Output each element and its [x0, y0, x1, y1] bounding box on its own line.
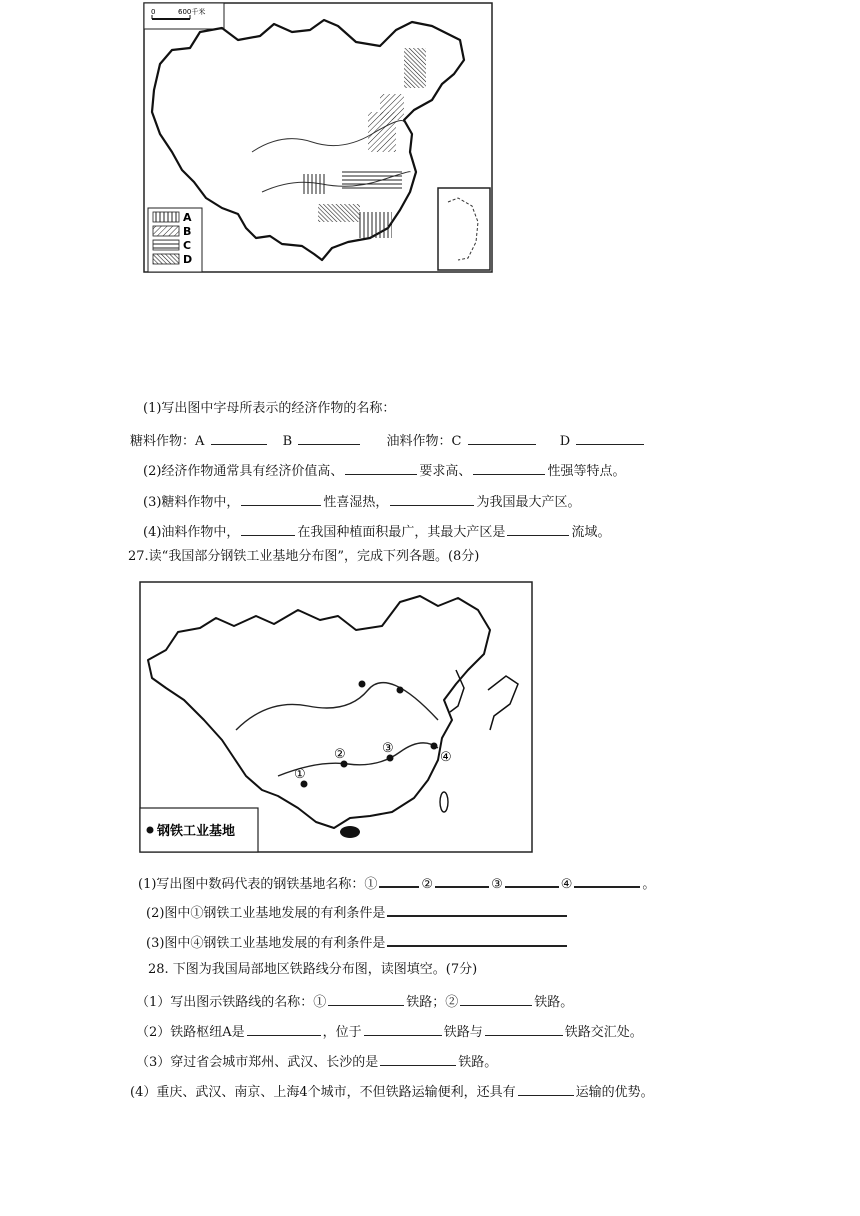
q26-s1: (1)写出图中字母所表示的经济作物的名称： [143, 401, 396, 416]
marker-3: ③ [382, 741, 394, 756]
marker-2: ② [334, 747, 346, 762]
q26-s2: (2)经济作物通常具有经济价值高、 要求高、 性强等特点。 [143, 460, 625, 481]
answer-blank-s4a[interactable] [241, 521, 295, 536]
q28-s2: （2）铁路枢纽A是 ，位于 铁路与 铁路交汇处。 [136, 1021, 643, 1042]
q27-s2: (2)图中①钢铁工业基地发展的有利条件是 [146, 901, 569, 923]
crop-distribution-map [142, 2, 494, 274]
scale-label: 600千米 [178, 8, 206, 16]
answer-blank-27-4[interactable] [574, 872, 640, 888]
q28-s3: （3）穿过省会城市郑州、武汉、长沙的是 铁路。 [136, 1051, 497, 1072]
q28-title: 28. 下图为我国局部地区铁路线分布图，读图填空。(7分) [148, 962, 478, 977]
answer-blank-28-s4[interactable] [518, 1081, 574, 1096]
q28-s4: (4）重庆、武汉、南京、上海4个城市，不但铁路运输便利，还具有 运输的优势。 [130, 1081, 654, 1102]
answer-blank-28-a[interactable] [247, 1021, 321, 1036]
answer-blank-27-1[interactable] [379, 872, 419, 888]
q27-s3: (3)图中④钢铁工业基地发展的有利条件是 [146, 931, 569, 953]
answer-blank-28-1[interactable] [328, 991, 404, 1006]
answer-blank-s2a[interactable] [345, 460, 417, 475]
legend-c: C [183, 239, 192, 252]
answer-blank-27-s3[interactable] [387, 931, 567, 947]
q27-s1: (1)写出图中数码代表的钢铁基地名称：① ② ③ ④ 。 [138, 872, 655, 894]
answer-blank-s2b[interactable] [473, 460, 545, 475]
answer-blank-28-c[interactable] [485, 1021, 563, 1036]
marker-1: ① [294, 767, 306, 782]
marker-4: ④ [440, 750, 452, 765]
answer-blank-a[interactable] [211, 430, 267, 445]
q26-s3: (3)糖料作物中， 性喜湿热， 为我国最大产区。 [143, 491, 580, 512]
answer-blank-s3a[interactable] [241, 491, 321, 506]
q26-s4: (4)油料作物中， 在我国种植面积最广，其最大产区是 流域。 [143, 521, 610, 542]
answer-blank-d[interactable] [576, 430, 644, 445]
answer-blank-28-2[interactable] [460, 991, 532, 1006]
answer-blank-28-b[interactable] [364, 1021, 442, 1036]
legend-b: B [183, 225, 192, 238]
legend-a: A [183, 211, 192, 224]
answer-blank-27-s2[interactable] [387, 901, 567, 917]
steel-base-dot [359, 681, 366, 688]
q27-title: 27.读“我国部分钢铁工业基地分布图”，完成下列各题。(8分) [128, 549, 480, 564]
steel-base-dot [397, 687, 404, 694]
q26-s1-answers: 糖料作物：A B 油料作物：C D [130, 430, 646, 451]
answer-blank-27-3[interactable] [505, 872, 559, 888]
answer-blank-28-s3[interactable] [380, 1051, 456, 1066]
answer-blank-27-2[interactable] [435, 872, 489, 888]
answer-blank-s4b[interactable] [507, 521, 569, 536]
steel-base-map [138, 580, 534, 854]
steel-base-dot-4 [431, 743, 438, 750]
steel-legend-label: 钢铁工业基地 [157, 824, 236, 839]
q28-s1: （1）写出图示铁路线的名称：① 铁路；② 铁路。 [136, 991, 573, 1012]
legend-d: D [183, 253, 193, 266]
answer-blank-s3b[interactable] [390, 491, 474, 506]
scale-zero: 0 [151, 8, 156, 16]
answer-blank-b[interactable] [298, 430, 360, 445]
answer-blank-c[interactable] [468, 430, 536, 445]
